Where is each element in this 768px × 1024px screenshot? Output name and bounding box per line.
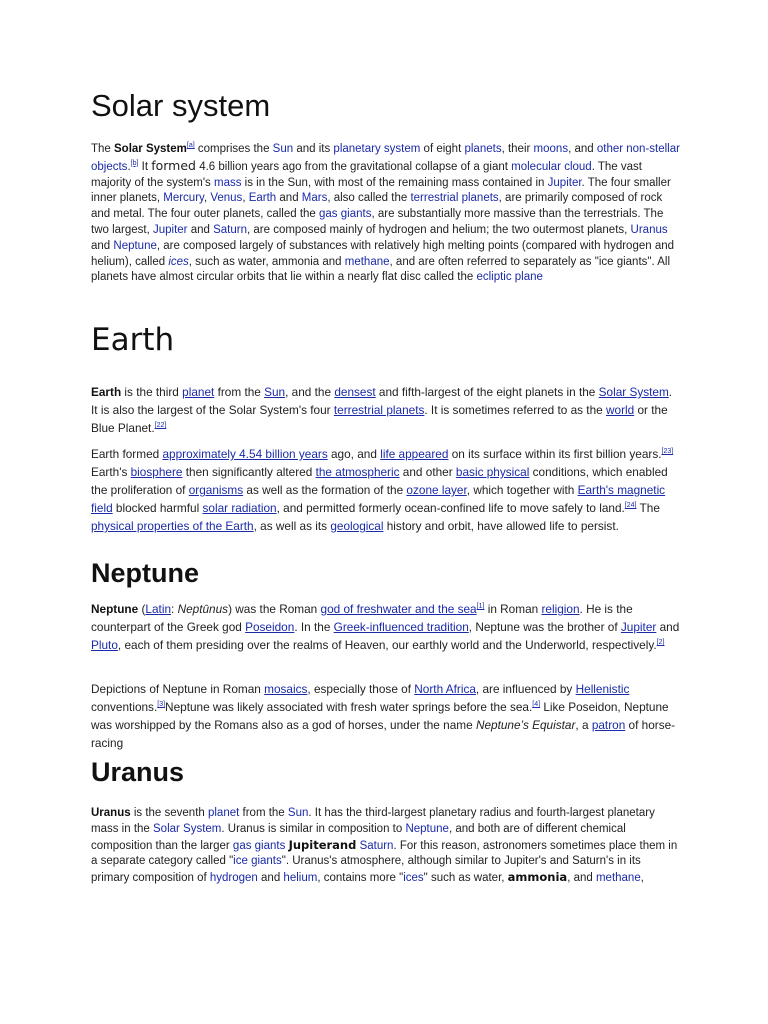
paragraph-earth-formation: Earth formed approximately 4.54 billion years ago, and life appeared on its surface within its first billion years.[23] Earth's biosphere then significantly altered the atmospheric and other basic physical conditions, which enabled the proliferation of organisms as well as the formation of the ozone layer, which together with Earth's magnetic field blocked harmful solar radiation, and permitted formerly ocean-confined life to move safely to land.[24] The physical properties of the Earth, as well as its geological history and orbit, have allowed life to persist. xyxy=(91,447,674,533)
link-venus[interactable]: Venus xyxy=(210,192,243,205)
footnote-link[interactable]: [4] xyxy=(532,701,541,709)
paragraph-neptune-intro: Neptune (Latin: Neptūnus) was the Roman god of freshwater and the sea[1] in Roman religion. He is the counterpart of the Greek god Poseidon. In the Greek-influenced tradition, Neptune was the brother of Jupiter and Pluto, each of them presiding over the realms of Heaven, our earthly world and the Underworld, respectively.[2] xyxy=(91,602,680,652)
link-uranus[interactable]: Uranus xyxy=(630,223,668,236)
link-mercury[interactable]: Mercury xyxy=(163,192,204,205)
link-life-appeared[interactable]: life appeared xyxy=(380,447,449,461)
bold-term: Solar System xyxy=(114,143,187,155)
link-ecliptic-plane[interactable]: ecliptic plane xyxy=(476,271,543,284)
link-jupiter[interactable]: Jupiter xyxy=(547,176,582,189)
bold-term: Jupiterand xyxy=(288,837,357,852)
link-solar-system[interactable]: Solar System xyxy=(598,385,669,399)
link-sun[interactable]: Sun xyxy=(287,807,309,819)
link-physical-properties-of-the-earth[interactable]: physical properties of the Earth xyxy=(91,519,254,533)
link-moons[interactable]: moons xyxy=(533,143,569,155)
link-solar-radiation[interactable]: solar radiation xyxy=(202,501,277,515)
link-neptune[interactable]: Neptune xyxy=(113,239,157,252)
paragraph-uranus: Uranus is the seventh planet from the Sun. It has the third-largest planetary radius and fourth-largest planetary mass in the Solar System. Uranus is similar in composition to Neptune, and both are of different chemical composition than the larger gas giants Jupiterand Saturn. For this reason, astronomers sometimes place them in a separate category called "ice giants". Uranus's atmosphere, although similar to Jupiter's and Saturn's in its primary composition of hydrogen and helium, contains more "ices" such as water, ammonia, and methane, xyxy=(91,807,678,885)
link-terrestrial-planets[interactable]: terrestrial planets xyxy=(410,192,499,205)
link-methane[interactable]: methane xyxy=(595,872,641,885)
link-pluto[interactable]: Pluto xyxy=(91,638,118,652)
link-densest[interactable]: densest xyxy=(334,385,376,399)
link-terrestrial-planets[interactable]: terrestrial planets xyxy=(333,403,425,417)
footnote-link[interactable]: [24] xyxy=(624,502,637,510)
footnote-link[interactable]: [2] xyxy=(656,639,665,647)
link-neptune[interactable]: Neptune xyxy=(405,822,449,835)
footnote-link[interactable]: [22] xyxy=(154,422,167,430)
footnote-link[interactable]: [3] xyxy=(157,701,166,709)
link-greek-influenced-tradition[interactable]: Greek-influenced tradition xyxy=(333,620,469,634)
section-title-earth: Earth xyxy=(91,322,175,358)
link-approx-4-54-billion-years[interactable]: approximately 4.54 billion years xyxy=(162,447,328,461)
link-gas-giants[interactable]: gas giants xyxy=(319,208,372,221)
link-gas-giants[interactable]: gas giants xyxy=(232,839,286,852)
bold-term: Uranus xyxy=(91,807,131,819)
paragraph-neptune-depictions: Depictions of Neptune in Roman mosaics, especially those of North Africa, are influenced by Hellenistic conventions.[3]Neptune was likely associated with fresh water springs before the sea.[4] Like Poseidon, Neptune was worshipped by the Romans also as a god of horses, under the name Neptune’s Equistar, a patron of horse-racing xyxy=(91,682,676,750)
link-ice-giants[interactable]: ice giants xyxy=(233,855,282,868)
link-earths-magnetic-field[interactable]: Earth's magnetic field xyxy=(91,483,666,515)
bold-term: Neptune xyxy=(91,602,139,616)
footnote-link[interactable]: [1] xyxy=(476,603,485,611)
link-saturn[interactable]: Saturn xyxy=(359,839,394,852)
link-methane[interactable]: methane xyxy=(344,255,390,268)
footnote-link[interactable]: [a] xyxy=(186,142,195,150)
link-other-non-stellar-objects[interactable]: other non-stellar objects xyxy=(91,143,680,173)
link-the-atmospheric[interactable]: the atmospheric xyxy=(315,465,400,479)
paragraph-solar-system: The Solar System[a] comprises the Sun and its planetary system of eight planets, their moons, and other non-stellar objects.[b] It formed 4.6 billion years ago from the gravitational collapse of a giant molecular cloud. The vast majority of the system's mass is in the Sun, with most of the remaining mass contained in Jupiter. The four smaller inner planets, Mercury, Venus, Earth and Mars, also called the terrestrial planets, are primarily composed of rock and metal. The four outer planets, called the gas giants, are substantially more massive than the terrestrials. The two largest, Jupiter and Saturn, are composed mainly of hydrogen and helium; the two outermost planets, Uranus and Neptune, are composed largely of substances with relatively high melting points (compared with hydrogen and helium), called ices, such as water, ammonia and methane, and are often referred to separately as "ice giants". All planets have almost circular orbits that lie within a nearly flat disc called the ecliptic plane xyxy=(91,142,680,284)
link-ices[interactable]: ices xyxy=(403,872,424,885)
footnote-link[interactable]: [b] xyxy=(130,159,139,167)
link-solar-system[interactable]: Solar System xyxy=(153,822,222,835)
link-mars[interactable]: Mars xyxy=(301,192,328,205)
link-poseidon[interactable]: Poseidon xyxy=(245,620,295,634)
link-geological[interactable]: geological xyxy=(330,519,384,533)
link-planets[interactable]: planets xyxy=(464,143,502,155)
link-hellenistic[interactable]: Hellenistic xyxy=(575,682,630,696)
link-ozone-layer[interactable]: ozone layer xyxy=(406,483,467,497)
link-sun[interactable]: Sun xyxy=(272,143,294,155)
link-planet[interactable]: planet xyxy=(182,385,215,399)
link-god-of-freshwater-and-the-sea[interactable]: god of freshwater and the sea xyxy=(320,602,477,616)
paragraph-earth-intro: Earth is the third planet from the Sun, and the densest and fifth-largest of the eight planets in the Solar System. It is also the largest of the Solar System's four terrestrial planets. It is sometimes referred to as the world or the Blue Planet.[22] xyxy=(91,385,673,435)
link-planet[interactable]: planet xyxy=(207,807,240,819)
link-saturn[interactable]: Saturn xyxy=(213,223,247,236)
bold-term: ammonia xyxy=(507,870,568,885)
link-basic-physical[interactable]: basic physical xyxy=(455,465,530,479)
section-title-neptune: Neptune xyxy=(91,558,199,588)
link-planetary-system[interactable]: planetary system xyxy=(333,143,421,155)
link-latin[interactable]: Latin xyxy=(145,602,172,616)
link-hydrogen[interactable]: hydrogen xyxy=(209,872,258,885)
link-molecular-cloud[interactable]: molecular cloud xyxy=(511,160,592,173)
link-sun[interactable]: Sun xyxy=(264,385,286,399)
link-ices[interactable]: ices xyxy=(168,255,189,268)
link-helium[interactable]: helium xyxy=(283,872,318,885)
link-jupiter[interactable]: Jupiter xyxy=(620,620,657,634)
footnote-link[interactable]: [23] xyxy=(661,448,674,456)
link-mass[interactable]: mass xyxy=(213,176,242,189)
link-world[interactable]: world xyxy=(605,403,635,417)
link-biosphere[interactable]: biosphere xyxy=(130,465,183,479)
link-jupiter[interactable]: Jupiter xyxy=(153,223,188,236)
bold-term: Earth xyxy=(91,385,122,399)
section-title-solar-system: Solar system xyxy=(91,88,271,123)
link-patron[interactable]: patron xyxy=(591,718,626,732)
link-religion[interactable]: religion xyxy=(541,602,580,616)
link-north-africa[interactable]: North Africa xyxy=(414,682,476,696)
section-title-uranus: Uranus xyxy=(91,757,185,787)
link-organisms[interactable]: organisms xyxy=(188,483,244,497)
link-earth[interactable]: Earth xyxy=(248,192,277,205)
link-mosaics[interactable]: mosaics xyxy=(264,682,308,696)
